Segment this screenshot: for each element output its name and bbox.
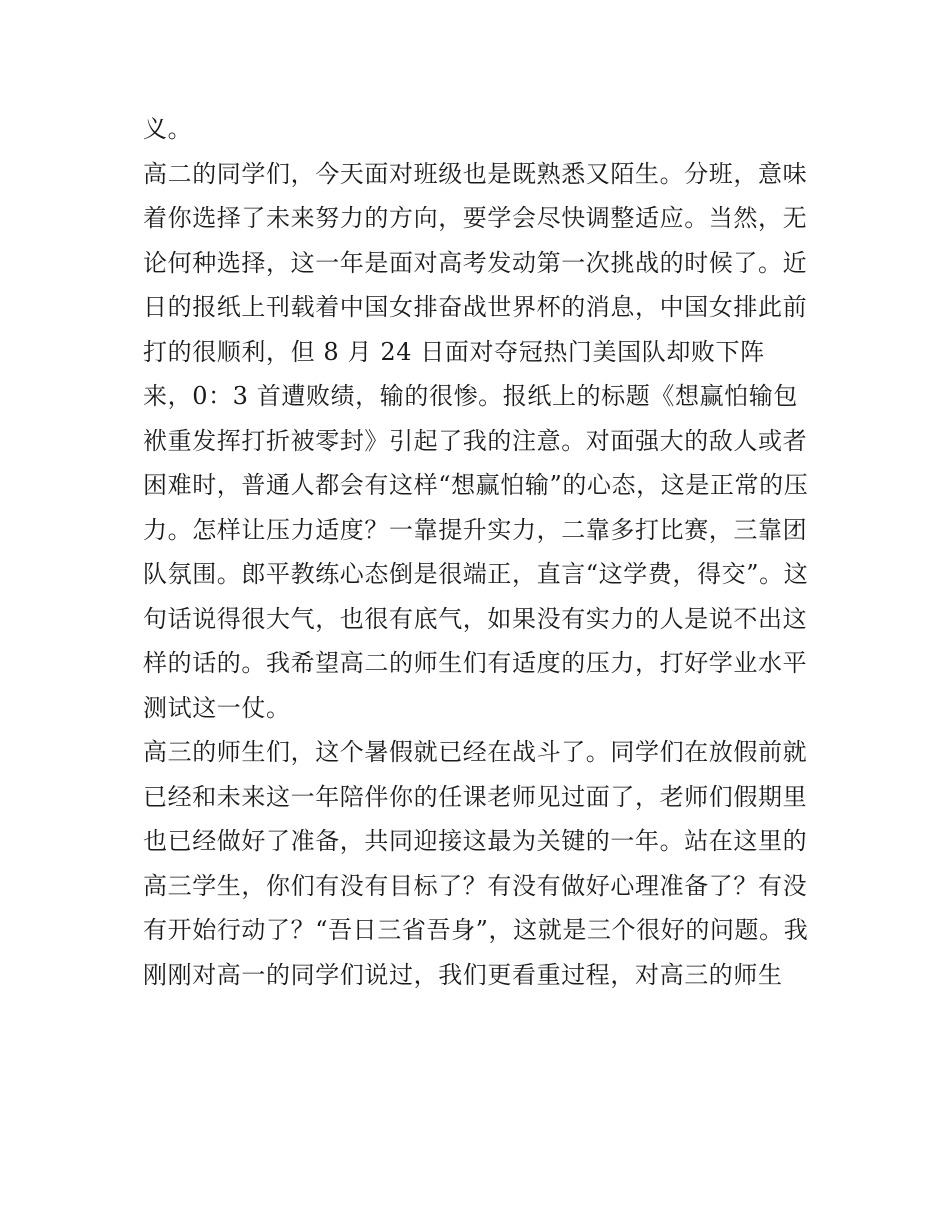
text-line: 着你选择了未来努力的方向，要学会尽快调整适应。当然，无 — [143, 204, 808, 232]
text-line: 句话说得很大气，也很有底气，如果没有实力的人是说不出这 — [143, 604, 808, 633]
text-line: 也已经做好了准备，共同迎接这最为关键的一年。站在这里的 — [143, 827, 808, 855]
text-line: 高三学生，你们有没有目标了？有没有做好心理准备了？有没 — [143, 871, 808, 900]
text-line: 队氛围。郎平教练心态倒是很端正，直言“这学费，得交”。这 — [143, 560, 809, 588]
text-line: 有开始行动了？“吾日三省吾身”，这就是三个很好的问题。我 — [143, 916, 809, 944]
text-line: 困难时，普通人都会有这样“想赢怕输”的心态，这是正常的压 — [143, 471, 809, 499]
text-line: 已经和未来这一年陪伴你的任课老师见过面了，老师们假期里 — [143, 782, 808, 811]
text-line: 义。 — [143, 115, 193, 143]
text-line: 来，0：3 首遭败绩，输的很惨。报纸上的标题《想赢怕输包 — [143, 382, 798, 410]
text-line: 高三的师生们，这个暑假就已经在战斗了。同学们在放假前就 — [143, 738, 808, 766]
text-line: 打的很顺利，但 8 月 24 日面对夺冠热门美国队却败下阵 — [143, 337, 765, 366]
text-line: 日的报纸上刊载着中国女排奋战世界杯的消息，中国女排此前 — [143, 293, 808, 321]
text-line: 高二的同学们，今天面对班级也是既熟悉又陌生。分班，意味 — [143, 159, 808, 188]
text-line: 样的话的。我希望高二的师生们有适度的压力，打好学业水平 — [143, 649, 808, 677]
text-line: 刚刚对高一的同学们说过，我们更看重过程，对高三的师生 — [143, 960, 783, 989]
text-line: 力。怎样让压力适度？一靠提升实力，二靠多打比赛，三靠团 — [143, 515, 808, 544]
text-line: 袱重发挥打折被零封》引起了我的注意。对面强大的敌人或者 — [143, 426, 808, 455]
text-line: 测试这一仗。 — [143, 693, 291, 722]
document-body — [143, 107, 823, 997]
text-line: 论何种选择，这一年是面对高考发动第一次挑战的时候了。近 — [143, 248, 808, 277]
